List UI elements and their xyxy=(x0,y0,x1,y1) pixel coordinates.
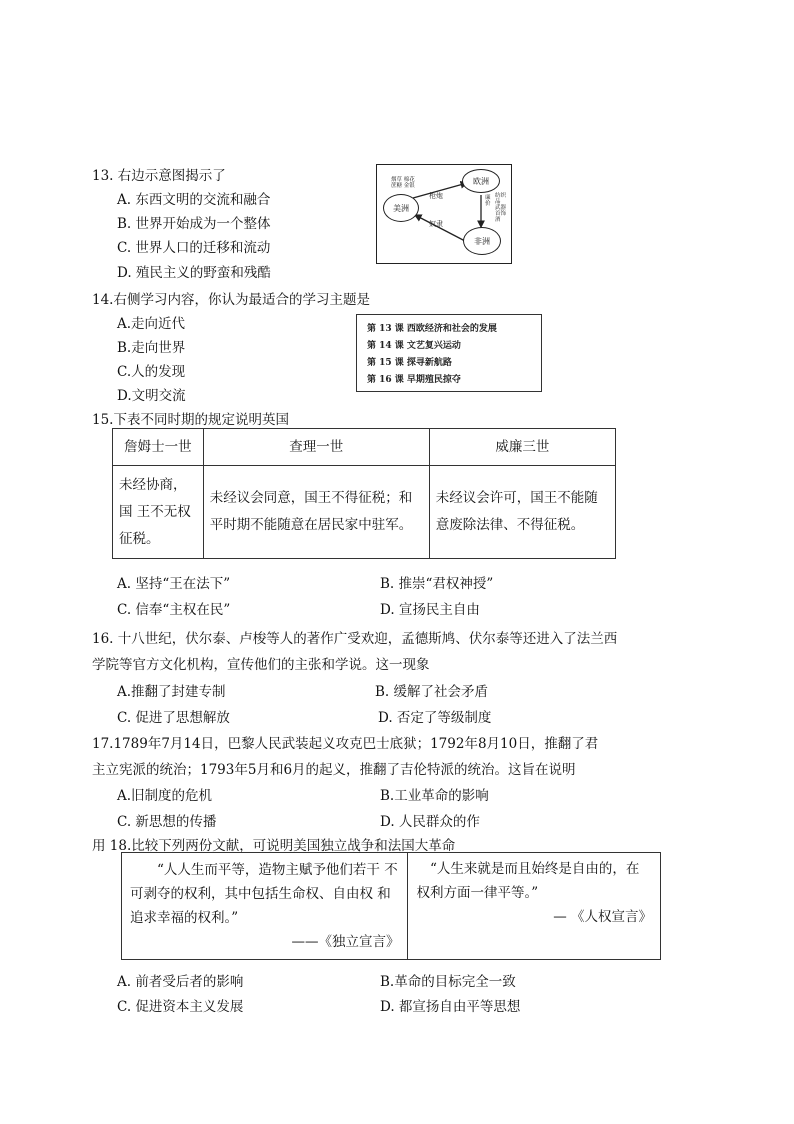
q17-option-c: C. 新思想的传播 xyxy=(117,814,217,830)
header-charles-i: 查理一世 xyxy=(203,429,429,466)
header-william-iii: 威廉三世 xyxy=(429,429,615,466)
arrow-label-cheap: 廉价 xyxy=(485,195,491,207)
lesson-15: 第 15 课 探寻新航路 xyxy=(367,358,452,368)
triangular-trade-diagram xyxy=(376,164,512,264)
goods-label-right: 纺织品 武器 首饰 酒 xyxy=(495,193,507,223)
declarations-table xyxy=(121,852,661,960)
q15-option-b: B. 推崇“君权神授” xyxy=(380,576,494,592)
lesson-14: 第 14 课 文艺复兴运动 xyxy=(367,341,461,351)
q13-option-a: A. 东西文明的交流和融合 xyxy=(117,192,271,208)
america-node: 美洲 xyxy=(383,194,419,222)
goods-label-left: 烟草 棉花 蔗糖 金银 xyxy=(391,177,415,189)
question-16-stem-line1: 16. 十八世纪，伏尔泰、卢梭等人的著作广受欢迎，孟德斯鸠、伏尔泰等还进入了法兰西 xyxy=(92,631,618,647)
independence-declaration-cell xyxy=(122,853,408,960)
q13-option-c: C. 世界人口的迁移和流动 xyxy=(117,240,271,256)
cell-charles-i: 未经议会同意，国王不得征税；和 平时期不能随意在居民家中驻军。 xyxy=(203,466,429,559)
q18-option-d: D. 都宣扬自由平等思想 xyxy=(380,999,521,1015)
question-15-stem: 15.下表不同时期的规定说明英国 xyxy=(92,412,289,428)
question-16-stem-line2: 学院等官方文化机构，宣传他们的主张和学说。这一现象 xyxy=(92,657,430,673)
rights-quote: “人生来就是而且始终是自由的，在权利方面一律平等。” xyxy=(416,861,640,901)
independence-source: ——《独立宣言》 xyxy=(291,934,400,950)
q16-option-b: B. 缓解了社会矛盾 xyxy=(375,684,489,700)
rights-declaration-cell xyxy=(408,853,661,960)
q15-option-c: C. 信奉“主权在民” xyxy=(117,602,231,618)
q18-option-b: B.革命的目标完全一致 xyxy=(380,974,516,990)
lesson-16: 第 16 课 早期殖民掠夺 xyxy=(367,375,461,385)
independence-quote: “人人生而平等，造物主赋予他们若干 不可剥夺的权利，其中包括生命权、自由权 和追求幸福的权利。” xyxy=(130,862,398,926)
q16-option-a: A.推翻了封建专制 xyxy=(117,684,226,700)
cell-james-i: 未经协商，国 王不无权征税。 xyxy=(113,466,204,559)
arrow-label-weapons: 枪炮 xyxy=(429,192,443,200)
q18-option-a: A. 前者受后者的影响 xyxy=(117,974,244,990)
q17-option-b: B.工业革命的影响 xyxy=(380,788,489,804)
europe-node: 欧洲 xyxy=(462,169,500,193)
cell-william-iii: 未经议会许可，国王不能随 意废除法律、不得征税。 xyxy=(429,466,615,559)
q16-option-c: C. 促进了思想解放 xyxy=(117,710,230,726)
arrow-label-slaves: 奴隶 xyxy=(429,220,443,228)
question-18-stem: 用 18.比较下列两份文献，可说明美国独立战争和法国大革命 xyxy=(92,838,456,854)
q16-option-d: D. 否定了等级制度 xyxy=(378,710,492,726)
q15-option-a: A. 坚持“王在法下” xyxy=(117,576,231,592)
q14-option-d: D.文明交流 xyxy=(117,388,186,404)
q18-option-c: C. 促进资本主义发展 xyxy=(117,999,244,1015)
question-17-stem-line1: 17.1789年7月14日，巴黎人民武装起义攻克巴士底狱；1792年8月10日，推翻了君 xyxy=(92,736,599,752)
rights-source: — 《人权宣言》 xyxy=(553,909,652,925)
england-rules-table xyxy=(112,428,616,559)
africa-node: 非洲 xyxy=(463,227,501,255)
question-17-stem-line2: 主立宪派的统治；1793年5月和6月的起义，推翻了吉伦特派的统治。这旨在说明 xyxy=(92,762,576,778)
q15-option-d: D. 宣扬民主自由 xyxy=(380,602,480,618)
q13-option-b: B. 世界开始成为一个整体 xyxy=(117,216,271,232)
q17-option-a: A.旧制度的危机 xyxy=(117,788,213,804)
q14-option-a: A.走向近代 xyxy=(117,316,186,332)
question-13-stem: 13. 右边示意图揭示了 xyxy=(92,168,226,184)
q13-option-d: D. 殖民主义的野蛮和残酷 xyxy=(117,265,271,281)
q14-option-b: B.走向世界 xyxy=(117,340,186,356)
q14-option-c: C.人的发现 xyxy=(117,364,186,380)
lesson-13: 第 13 课 西欧经济和社会的发展 xyxy=(367,324,497,334)
question-14-stem: 14.右侧学习内容，你认为最适合的学习主题是 xyxy=(92,292,370,308)
lessons-box xyxy=(356,314,542,392)
header-james-i: 詹姆士一世 xyxy=(113,429,204,466)
q17-option-d: D. 人民群众的作 xyxy=(380,814,480,830)
